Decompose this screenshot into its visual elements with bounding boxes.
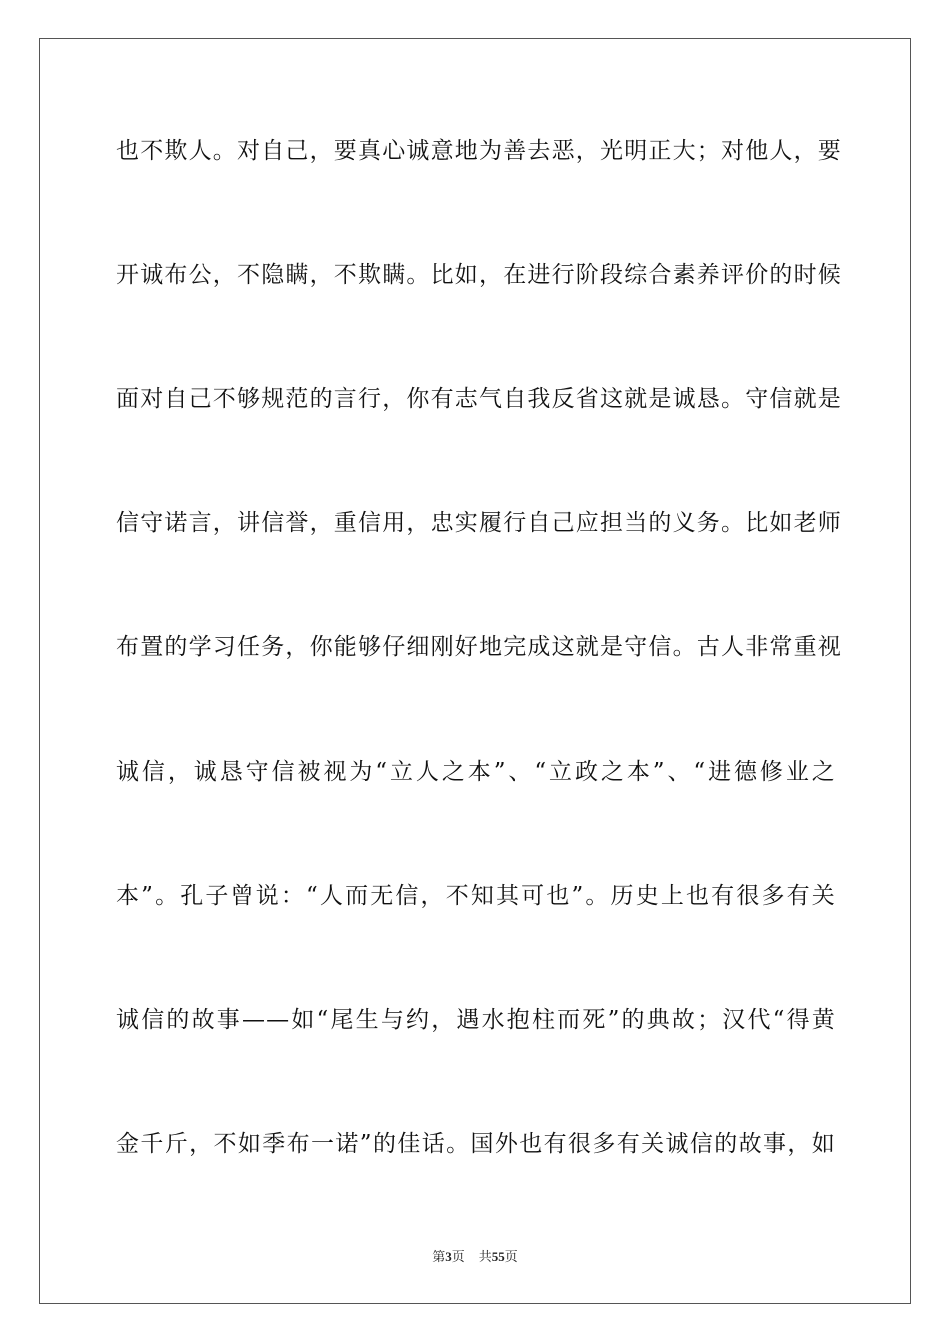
body-line-8: 诚信的故事——如“尾生与约，遇水抱柱而死”的典故；汉代“得黄 <box>116 1007 836 1033</box>
body-line-1: 也不欺人。对自己，要真心诚意地为善去恶，光明正大；对他人，要 <box>116 138 842 164</box>
body-line-4: 信守诺言，讲信誉，重信用，忠实履行自己应担当的义务。比如老师 <box>116 510 842 536</box>
body-line-6: 诚信，诚恳守信被视为“立人之本”、“立政之本”、“进德修业之 <box>116 759 836 785</box>
body-line-5: 布置的学习任务，你能够仔细刚好地完成这就是守信。古人非常重视 <box>116 634 842 660</box>
body-line-2: 开诚布公，不隐瞒，不欺瞒。比如，在进行阶段综合素养评价的时候 <box>116 262 842 288</box>
page-border <box>39 38 911 1304</box>
page-number: 3 <box>445 1249 452 1264</box>
page-prefix: 第 <box>432 1249 446 1264</box>
body-line-3: 面对自己不够规范的言行，你有志气自我反省这就是诚恳。守信就是 <box>116 386 842 412</box>
page-footer <box>0 1246 950 1265</box>
total-prefix: 共 <box>478 1249 492 1264</box>
page-suffix: 页 <box>451 1249 465 1264</box>
body-line-9: 金千斤，不如季布一诺”的佳话。国外也有很多有关诚信的故事，如 <box>116 1131 836 1157</box>
total-pages: 55 <box>491 1249 505 1264</box>
total-suffix: 页 <box>504 1249 518 1264</box>
body-line-7: 本”。孔子曾说：“人而无信，不知其可也”。历史上也有很多有关 <box>116 883 836 909</box>
